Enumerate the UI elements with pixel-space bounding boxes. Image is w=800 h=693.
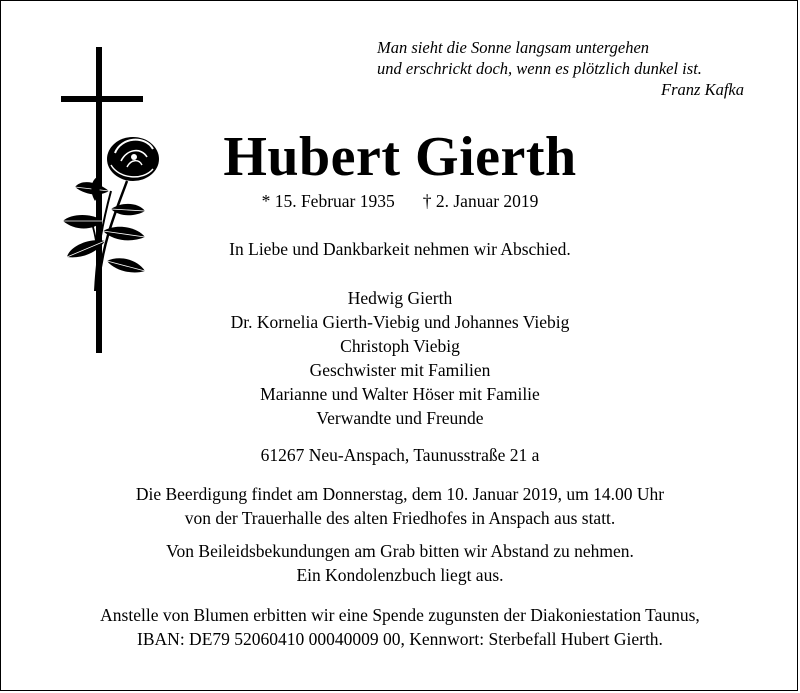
condolence-line: Ein Kondolenzbuch liegt aus. xyxy=(296,565,504,585)
donation-line: IBAN: DE79 52060410 00040009 00, Kennwort: Sterbefall Hubert Gierth. xyxy=(137,629,663,649)
death-date: † 2. Januar 2019 xyxy=(422,191,539,211)
family-address: 61267 Neu-Anspach, Taunusstraße 21 a xyxy=(260,445,540,465)
funeral-line: von der Trauerhalle des alten Friedhofes in Anspach aus statt. xyxy=(184,508,616,528)
donation-line: Anstelle von Blumen erbitten wir eine Spende zugunsten der Diakoniestation Taunus, xyxy=(100,605,700,625)
mourner: Christoph Viebig xyxy=(340,336,460,356)
condolence-line: Von Beileidsbekundungen am Grab bitten wir Abstand zu nehmen. xyxy=(166,541,634,561)
mourner: Dr. Kornelia Gierth-Viebig und Johannes Viebig xyxy=(230,312,570,332)
life-dates xyxy=(1,190,799,212)
quote-block xyxy=(301,37,744,100)
mourner: Marianne und Walter Höser mit Familie xyxy=(260,384,540,404)
donation-info xyxy=(1,603,799,651)
mourner: Verwandte und Freunde xyxy=(316,408,484,428)
farewell-text: In Liebe und Dankbarkeit nehmen wir Abschied. xyxy=(229,239,571,259)
mourners-list xyxy=(1,286,799,430)
quote-line: Man sieht die Sonne langsam untergehen xyxy=(377,38,650,57)
deceased-name xyxy=(1,125,799,189)
mourner: Hedwig Gierth xyxy=(347,288,453,308)
quote-author: Franz Kafka xyxy=(661,80,744,99)
mourner: Geschwister mit Familien xyxy=(309,360,491,380)
funeral-info xyxy=(1,482,799,530)
condolence-info xyxy=(1,539,799,587)
quote-line: und erschrickt doch, wenn es plötzlich dunkel ist. xyxy=(377,59,702,78)
deceased-name-text: Hubert Gierth xyxy=(223,126,577,188)
birth-date: * 15. Februar 1935 xyxy=(261,191,395,211)
funeral-line: Die Beerdigung findet am Donnerstag, dem 10. Januar 2019, um 14.00 Uhr xyxy=(135,484,665,504)
